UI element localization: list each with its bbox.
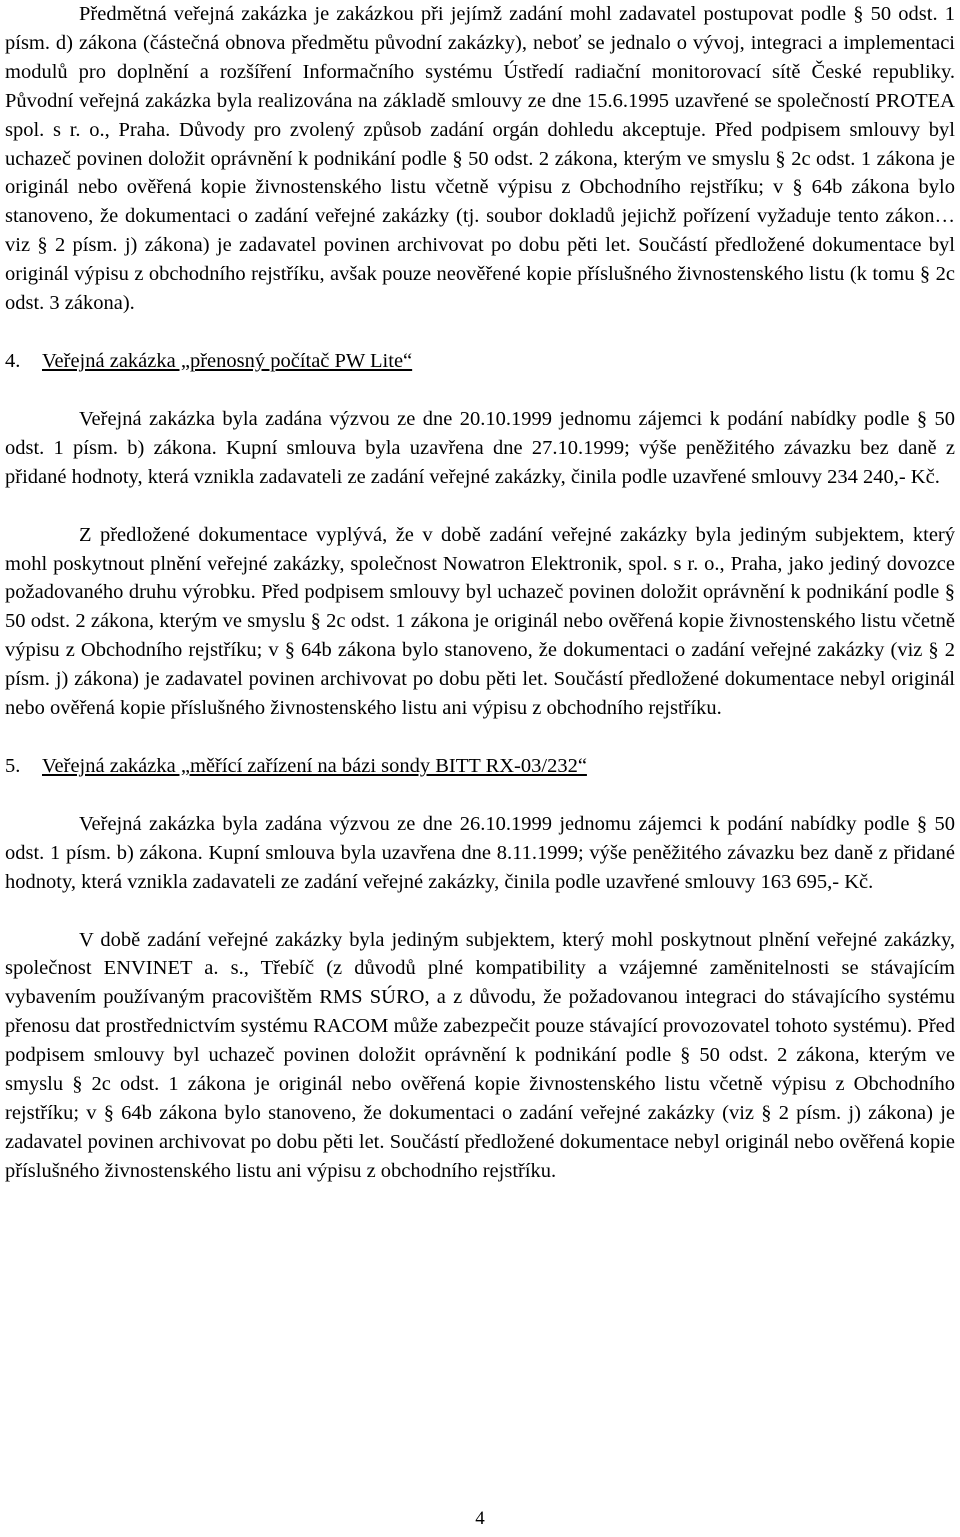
section-4-title: Veřejná zakázka „přenosný počítač PW Lite“: [42, 349, 413, 372]
section-4-heading: [5, 347, 955, 376]
section-5-number: 5.: [5, 754, 21, 777]
document-page: [5, 0, 955, 1186]
spacer: [5, 723, 955, 752]
section-5-paragraph-dokumentace: V době zadání veřejné zakázky byla jediným subjektem, který mohl poskytnout plnění veřejné zakázky, společnost ENVINET a. s., Třebíč (z důvodů plné kompatibility a vzájemné zaměnitelnosti se stávajícím vybavením používaným pracovištěm RMS SÚRO, a z důvodu, že požadovanou integraci do stávajícího systému přenosu dat prostřednictvím systému RACOM může zabezpečit pouze stávající provozovatel tohoto systému). Před podpisem smlouvy byl uchazeč povinen doložit oprávnění k podnikání podle § 50 odst. 2 zákona, kterým ve smyslu § 2c odst. 1 zákona je originál nebo ověřená kopie živnostenského listu včetně výpisu z Obchodního rejstříku; v § 64b zákona bylo stanoveno, že dokumentaci o zadání veřejné zakázky (viz § 2 písm. j) zákona) je zadavatel povinen archivovat po dobu pěti let. Součástí předložené dokumentace nebyl originál nebo ověřená kopie příslušného živnostenského listu ani výpisu z obchodního rejstříku.: [5, 928, 955, 1182]
section-5-paragraph-zadani: Veřejná zakázka byla zadána výzvou ze dne 26.10.1999 jednomu zájemci k podání nabídky podle § 50 odst. 1 písm. b) zákona. Kupní smlouva byla uzavřena dne 8.11.1999; výše peněžitého závazku bez daně z přidané hodnoty, která vznikla zadavateli ze zadání veřejné zakázky, činila podle uzavřené smlouvy 163 695,- Kč.: [5, 812, 955, 893]
spacer: [5, 376, 955, 405]
section-5-heading: [5, 752, 955, 781]
section-4-number: 4.: [5, 349, 21, 372]
page-number: 4: [475, 1508, 485, 1529]
section-5-title: Veřejná zakázka „měřící zařízení na bázi sondy BITT RX-03/232“: [42, 754, 587, 777]
spacer: [5, 318, 955, 347]
spacer: [5, 897, 955, 926]
spacer: [5, 781, 955, 810]
spacer: [5, 492, 955, 521]
section-4-paragraph-dokumentace: Z předložené dokumentace vyplývá, že v době zadání veřejné zakázky byla jediným subjektem, který mohl poskytnout plnění veřejné zakázky, společnost Nowatron Elektronik, spol. s r. o., Praha, jako jediný dovozce požadovaného druhu výrobku. Před podpisem smlouvy byl uchazeč povinen doložit oprávnění k podnikání podle § 50 odst. 2 zákona, kterým ve smyslu § 2c odst. 1 zákona je originál nebo ověřená kopie živnostenského listu včetně výpisu z Obchodního rejstříku; v § 64b zákona bylo stanoveno, že dokumentaci o zadání veřejné zakázky (viz § 2 písm. j) zákona) je zadavatel povinen archivovat po dobu pěti let. Součástí předložené dokumentace nebyl originál nebo ověřená kopie příslušného živnostenského listu ani výpisu z obchodního rejstříku.: [5, 523, 955, 720]
section-4-paragraph-zadani: Veřejná zakázka byla zadána výzvou ze dne 20.10.1999 jednomu zájemci k podání nabídky podle § 50 odst. 1 písm. b) zákona. Kupní smlouva byla uzavřena dne 27.10.1999; výše peněžitého závazku bez daně z přidané hodnoty, která vznikla zadavateli ze zadání veřejné zakázky, činila podle uzavřené smlouvy 234 240,- Kč.: [5, 407, 955, 488]
paragraph-predmetna-zakazka: Předmětná veřejná zakázka je zakázkou při jejímž zadání mohl zadavatel postupovat podle § 50 odst. 1 písm. d) zákona (částečná obnova předmětu původní zakázky), neboť se jednalo o vývoj, integraci a implementaci modulů pro doplnění a rozšíření Informačního systému Ústředí radiační monitorovací sítě České republiky. Původní veřejná zakázka byla realizována na základě smlouvy ze dne 15.6.1995 uzavřené se společností PROTEA spol. s r. o., Praha. Důvody pro zvolený způsob zadání orgán dohledu akceptuje. Před podpisem smlouvy byl uchazeč povinen doložit oprávnění k podnikání podle § 50 odst. 2 zákona, kterým ve smyslu § 2c odst. 1 zákona je originál nebo ověřená kopie živnostenského listu včetně výpisu z Obchodního rejstříku; v § 64b zákona bylo stanoveno, že dokumentaci o zadání veřejné zakázky (tj. soubor dokladů jejichž pořízení vyžaduje tento zákon… viz § 2 písm. j) zákona) je zadavatel povinen archivovat po dobu pěti let. Součástí předložené dokumentace byl originál výpisu z obchodního rejstříku, avšak pouze neověřené kopie příslušného živnostenského listu (k tomu § 2c odst. 3 zákona).: [5, 3, 955, 315]
